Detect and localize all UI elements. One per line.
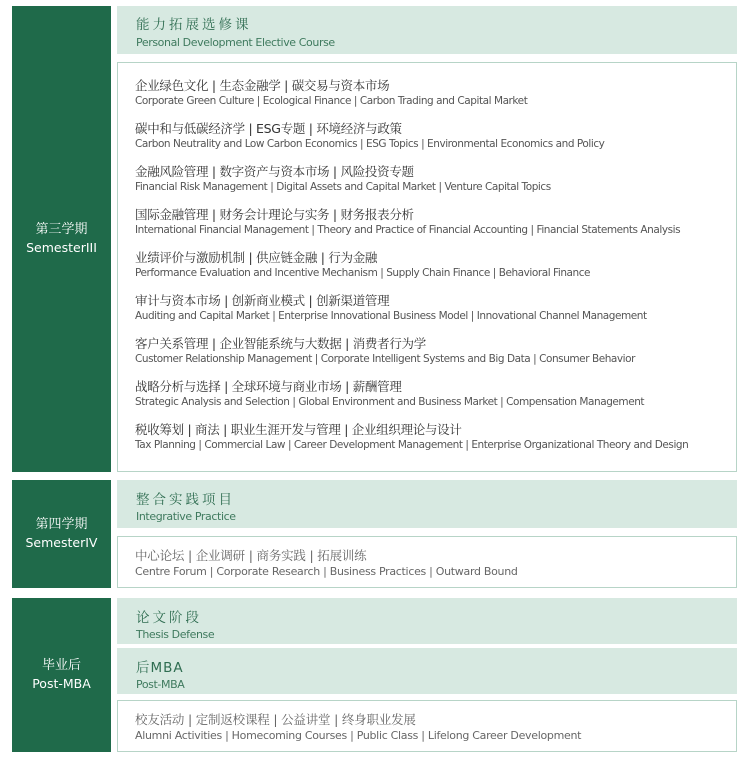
elective-course-title-zh: 能力拓展选修课: [136, 17, 252, 33]
course-row-en: Performance Evaluation and Incentive Mechanism | Supply Chain Finance | Behavioral Finance: [135, 267, 591, 279]
semester-3-en: SemesterIII: [26, 240, 97, 255]
course-row-zh: 战略分析与选择 | 全球环境与商业市场 | 薪酬管理: [135, 379, 402, 394]
course-row: [135, 120, 604, 151]
course-row-en: Auditing and Capital Market | Enterprise Innovational Business Model | Innovational Channel Management: [135, 310, 647, 322]
course-row-en: Financial Risk Management | Digital Assets and Capital Market | Venture Capital Topics: [135, 181, 551, 193]
course-row: [135, 292, 647, 323]
practice-activities-en: Centre Forum | Corporate Research | Business Practices | Outward Bound: [135, 565, 518, 578]
course-row: [135, 77, 527, 108]
course-row-zh: 金融风险管理 | 数字资产与资本市场 | 风险投资专题: [135, 164, 414, 179]
semester-4-zh: 第四学期: [35, 517, 88, 532]
course-row-en: International Financial Management | Theory and Practice of Financial Accounting | Financial Statements Analysis: [135, 224, 681, 236]
post-mba-title-en: Post-MBA: [136, 678, 185, 691]
course-row-en: Corporate Green Culture | Ecological Finance | Carbon Trading and Capital Market: [135, 95, 528, 107]
course-row: [135, 421, 688, 452]
thesis-defense-title-zh: 论文阶段: [136, 610, 202, 626]
course-row-zh: 企业绿色文化 | 生态金融学 | 碳交易与资本市场: [135, 78, 390, 93]
thesis-defense-header: [117, 598, 737, 644]
post-mba-zh: 毕业后: [41, 658, 81, 673]
course-row-en: Customer Relationship Management | Corporate Intelligent Systems and Big Data | Consumer Behavior: [135, 353, 635, 365]
semester-4-label: [12, 480, 111, 588]
course-row-zh: 碳中和与低碳经济学 | ESG专题 | 环境经济与政策: [135, 121, 402, 136]
course-row: [135, 249, 590, 280]
course-row: [135, 378, 644, 409]
elective-course-list: [117, 62, 737, 472]
integrative-practice-header: [117, 480, 737, 528]
course-row-zh: 税收筹划 | 商法 | 职业生涯开发与管理 | 企业组织理论与设计: [135, 422, 462, 437]
course-row: [135, 335, 635, 366]
course-row: [135, 163, 551, 194]
thesis-defense-title-en: Thesis Defense: [136, 628, 215, 641]
post-mba-en: Post-MBA: [32, 676, 91, 691]
course-row-en: Strategic Analysis and Selection | Global Environment and Business Market | Compensation Management: [135, 396, 645, 408]
post-activities-en: Alumni Activities | Homecoming Courses | Public Class | Lifelong Career Development: [135, 729, 582, 742]
practice-activities-zh: 中心论坛 | 企业调研 | 商务实践 | 拓展训练: [135, 548, 367, 563]
course-row-zh: 审计与资本市场 | 创新商业模式 | 创新渠道管理: [135, 293, 390, 308]
elective-course-title-en: Personal Development Elective Course: [136, 36, 335, 49]
semester-3-label: [12, 6, 111, 472]
post-mba-label: [12, 598, 111, 752]
elective-course-header: [117, 6, 737, 54]
course-row-zh: 国际金融管理 | 财务会计理论与实务 | 财务报表分析: [135, 207, 414, 222]
course-row-zh: 业绩评价与激励机制 | 供应链金融 | 行为金融: [135, 250, 378, 265]
semester-4-en: SemesterIV: [25, 535, 98, 550]
integrative-practice-title-zh: 整合实践项目: [136, 492, 235, 508]
course-row-en: Carbon Neutrality and Low Carbon Economics | ESG Topics | Environmental Economics and Policy: [135, 138, 605, 150]
semester-3-zh: 第三学期: [35, 222, 88, 237]
integrative-practice-activities: [117, 536, 737, 588]
post-mba-header: [117, 648, 737, 694]
course-row: [135, 206, 680, 237]
integrative-practice-title-en: Integrative Practice: [136, 510, 236, 523]
post-activities-zh: 校友活动 | 定制返校课程 | 公益讲堂 | 终身职业发展: [135, 712, 416, 727]
post-mba-activities: [117, 700, 737, 752]
course-row-en: Tax Planning | Commercial Law | Career Development Management | Enterprise Organizational Theory and Design: [135, 439, 689, 451]
course-row-zh: 客户关系管理 | 企业智能系统与大数据 | 消费者行为学: [135, 336, 426, 351]
post-mba-title-zh: 后MBA: [136, 660, 184, 676]
